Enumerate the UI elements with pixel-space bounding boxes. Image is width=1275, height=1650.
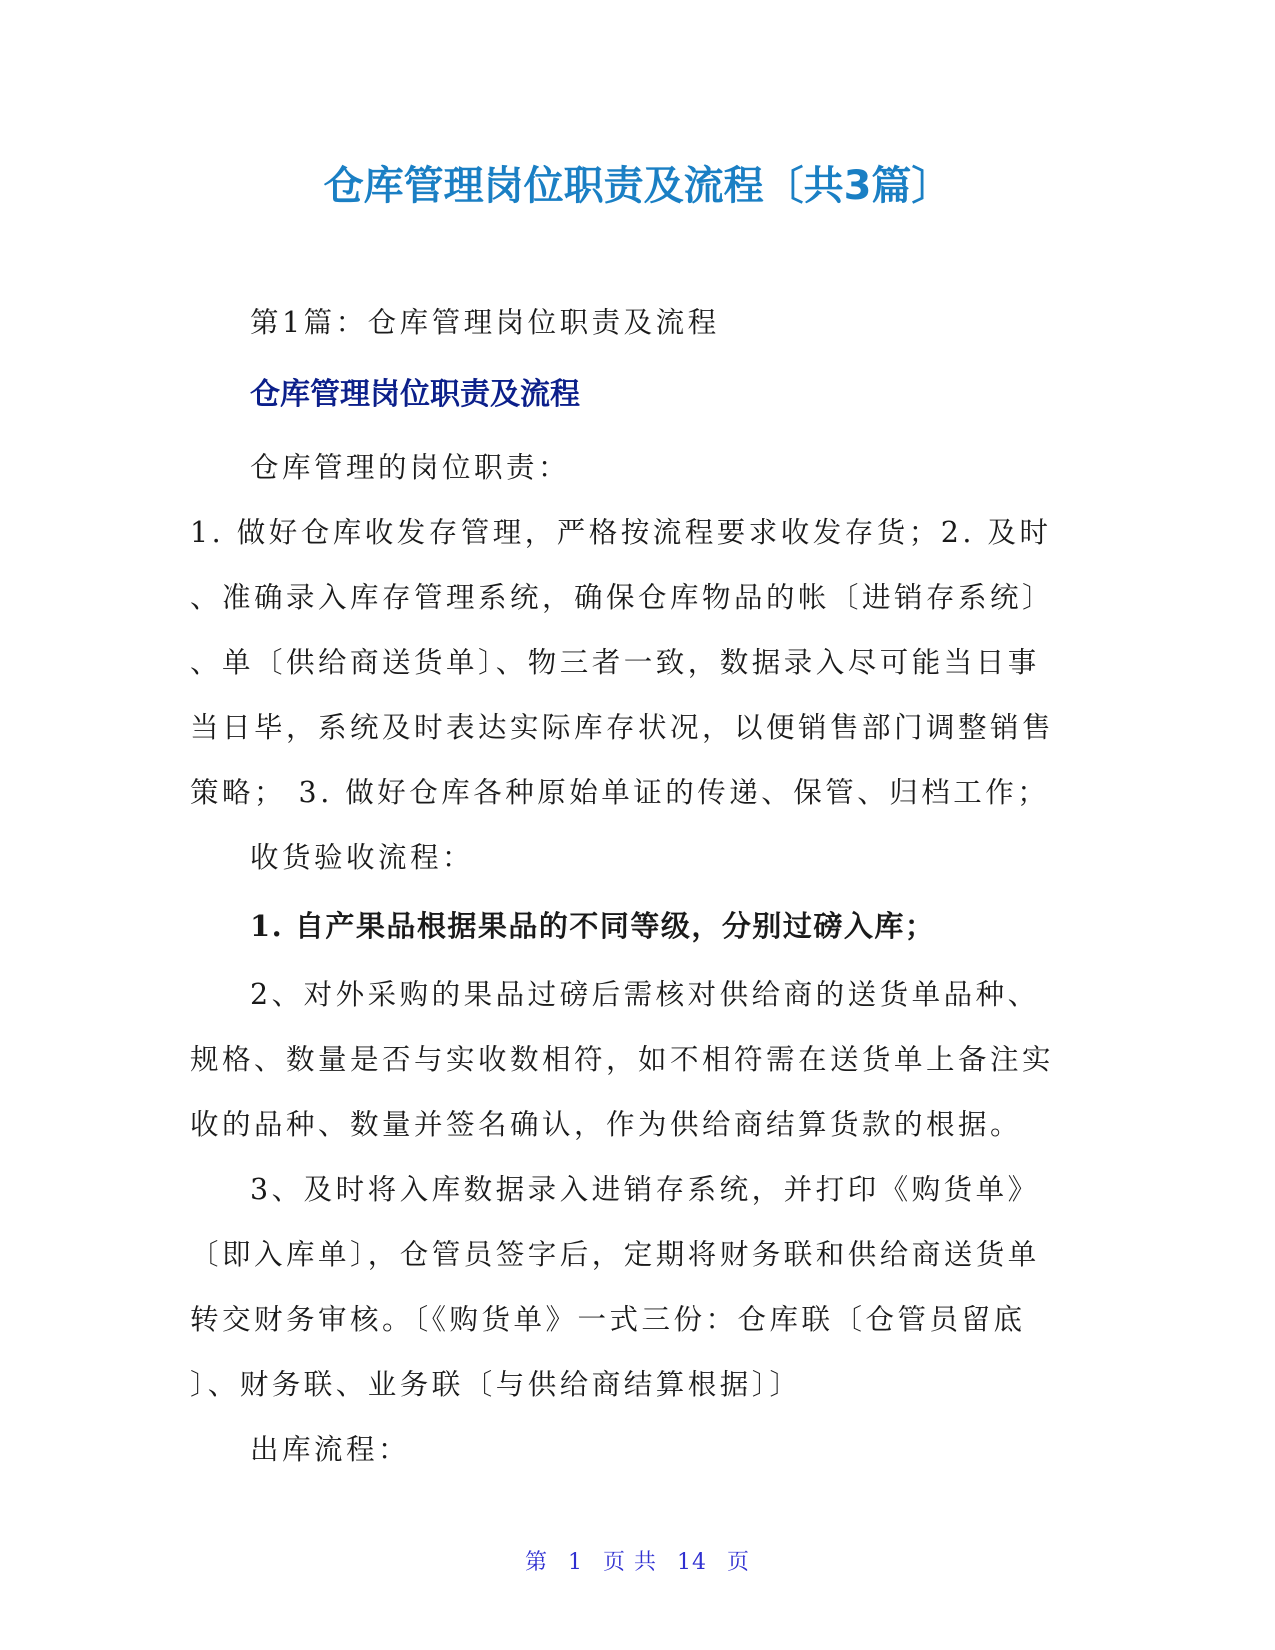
text-line: 当日毕，系统及时表达实际库存状况，以便销售部门调整销售 [190, 711, 1055, 744]
text-line: 规格、数量是否与实收数相符，如不相符需在送货单上备注实 [190, 1043, 1055, 1076]
text-line: 1. 做好仓库收发存管理，严格按流程要求收发存货；2. 及时 [190, 516, 1052, 549]
sub-heading: 仓库管理岗位职责及流程 [250, 377, 580, 412]
receiving-step-2 [190, 962, 1090, 1157]
section-label: 第1篇：仓库管理岗位职责及流程 [250, 306, 720, 339]
footer-suffix: 页 [727, 1550, 751, 1575]
text-line: 〕、财务联、业务联〔与供给商结算根据〕〕 [190, 1368, 802, 1401]
text-line: 3、及时将入库数据录入进销存系统，并打印《购货单》 [250, 1173, 1040, 1206]
page-footer [0, 1545, 1275, 1576]
receiving-step-3 [190, 1157, 1090, 1417]
text-line: 、准确录入库存管理系统，确保仓库物品的帐〔进销存系统〕 [190, 581, 1055, 614]
receiving-step-1: 1. 自产果品根据果品的不同等级，分别过磅入库； [250, 909, 936, 943]
receiving-heading: 收货验收流程： [250, 841, 475, 874]
footer-page-number: 1 [568, 1550, 583, 1575]
outbound-heading: 出库流程： [250, 1433, 411, 1466]
text-line: 策略； 3. 做好仓库各种原始单证的传递、保管、归档工作； [190, 776, 1050, 809]
text-line: 2、对外采购的果品过磅后需核对供给商的送货单品种、 [250, 978, 1040, 1011]
footer-prefix: 第 [524, 1550, 548, 1575]
footer-middle: 页 共 [603, 1550, 657, 1575]
footer-total-pages: 14 [677, 1550, 707, 1575]
document-body [190, 290, 1090, 1482]
text-line: 转交财务审核。〔《购货单》一式三份：仓库联〔仓管员留底 [190, 1303, 1026, 1336]
text-line: 收的品种、数量并签名确认，作为供给商结算货款的根据。 [190, 1108, 1023, 1141]
text-line: 、单〔供给商送货单〕、物三者一致，数据录入尽可能当日事 [190, 646, 1040, 679]
text-line: 〔即入库单〕，仓管员签字后，定期将财务联和供给商送货单 [190, 1238, 1040, 1271]
duties-paragraph [190, 500, 1090, 825]
duties-heading: 仓库管理的岗位职责： [250, 451, 571, 484]
document-title: 仓库管理岗位职责及流程〔共3篇〕 [323, 163, 952, 209]
